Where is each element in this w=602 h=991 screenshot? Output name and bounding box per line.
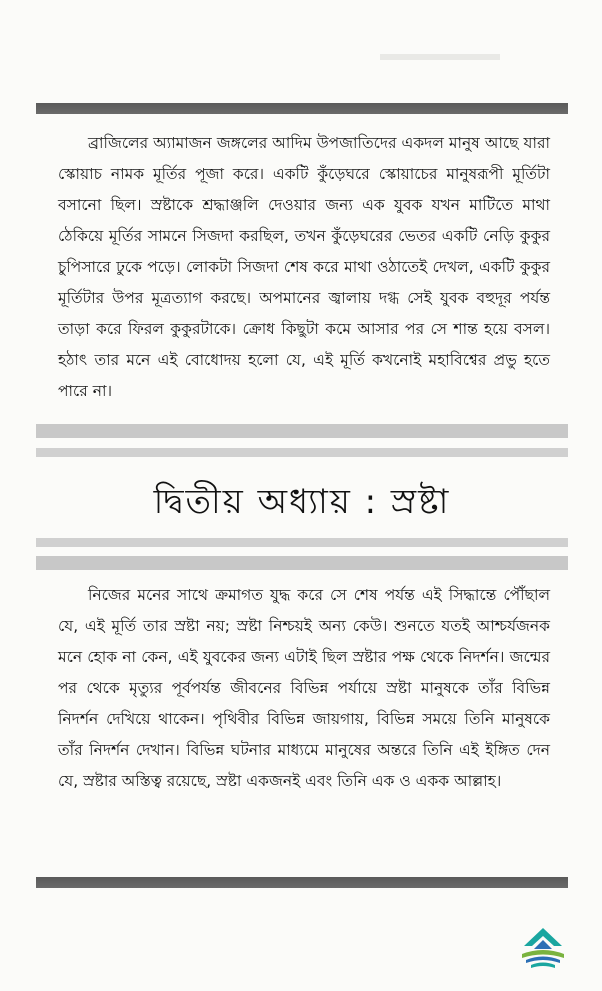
top-divider-bar bbox=[36, 103, 568, 114]
chapter-divider-bottom-2 bbox=[36, 556, 568, 570]
chapter-divider-bottom-1 bbox=[36, 538, 568, 547]
body-paragraph bbox=[58, 580, 550, 797]
intro-paragraph-text: ব্রাজিলের অ্যামাজন জঙ্গলের আদিম উপজাতিদের একদল মানুষ আছে যারা স্কোয়াচ নামক মূর্তির পূজা করে। একটি কুঁড়েঘরে স্কোয়াচের মানুষরূপী মূর্তিটা বসানো ছিল। স্রষ্টাকে শ্রদ্ধাঞ্জলি দেওয়ার জন্য এক যুবক যখন মাটিতে মাথা ঠেকিয়ে মূর্তির সামনে সিজদা করছিল, তখন কুঁড়েঘরের ভেতর একটি নেড়ি কুকুর চুপিসারে ঢুকে পড়ে। লোকটা সিজদা শেষ করে মাথা ওঠাতেই দেখল, একটি কুকুর মূর্তিটার উপর মূত্রত্যাগ করছে। অপমানের জ্বালায় দগ্ধ সেই যুবক বহুদূর পর্যন্ত তাড়া করে ফিরল কুকুরটাকে। ক্রোধ কিছুটা কমে আসার পর সে শান্ত হয়ে বসল। হঠাৎ তার মনে এই বোধোদয় হলো যে, এই মূর্তি কখনোই মহাবিশ্বের প্রভু হতে পারে না। bbox=[58, 134, 550, 400]
publisher-logo-icon bbox=[518, 924, 568, 974]
faint-header-mark bbox=[380, 54, 500, 60]
body-paragraph-text: নিজের মনের সাথে ক্রমাগত যুদ্ধ করে সে শেষ পর্যন্ত এই সিদ্ধান্তে পৌঁছাল যে, এই মূর্তি তার স্রষ্টা নয়; স্রষ্টা নিশ্চয়ই অন্য কেউ। শুনতে যতই আশ্চর্যজনক মনে হোক না কেন, এই যুবকের জন্য এটাই ছিল স্রষ্টার পক্ষ থেকে নিদর্শন। জন্মের পর থেকে মৃত্যুর পূর্বপর্যন্ত জীবনের বিভিন্ন পর্যায়ে স্রষ্টা মানুষকে তাঁর বিভিন্ন নিদর্শন দেখিয়ে থাকেন। পৃথিবীর বিভিন্ন জায়গায়, বিভিন্ন সময়ে তিনি মানুষকে তাঁর নিদর্শন দেখান। বিভিন্ন ঘটনার মাধ্যমে মানুষের অন্তরে তিনি এই ইঙ্গিত দেন যে, স্রষ্টার অস্তিত্ব রয়েছে, স্রষ্টা একজনই এবং তিনি এক ও একক আল্লাহ। bbox=[58, 586, 550, 790]
chapter-heading: দ্বিতীয় অধ্যায় : স্রষ্টা bbox=[153, 482, 451, 522]
intro-paragraph bbox=[58, 128, 550, 407]
chapter-divider-top-1 bbox=[36, 424, 568, 438]
bottom-divider-bar bbox=[36, 877, 568, 888]
chapter-divider-top-2 bbox=[36, 448, 568, 457]
